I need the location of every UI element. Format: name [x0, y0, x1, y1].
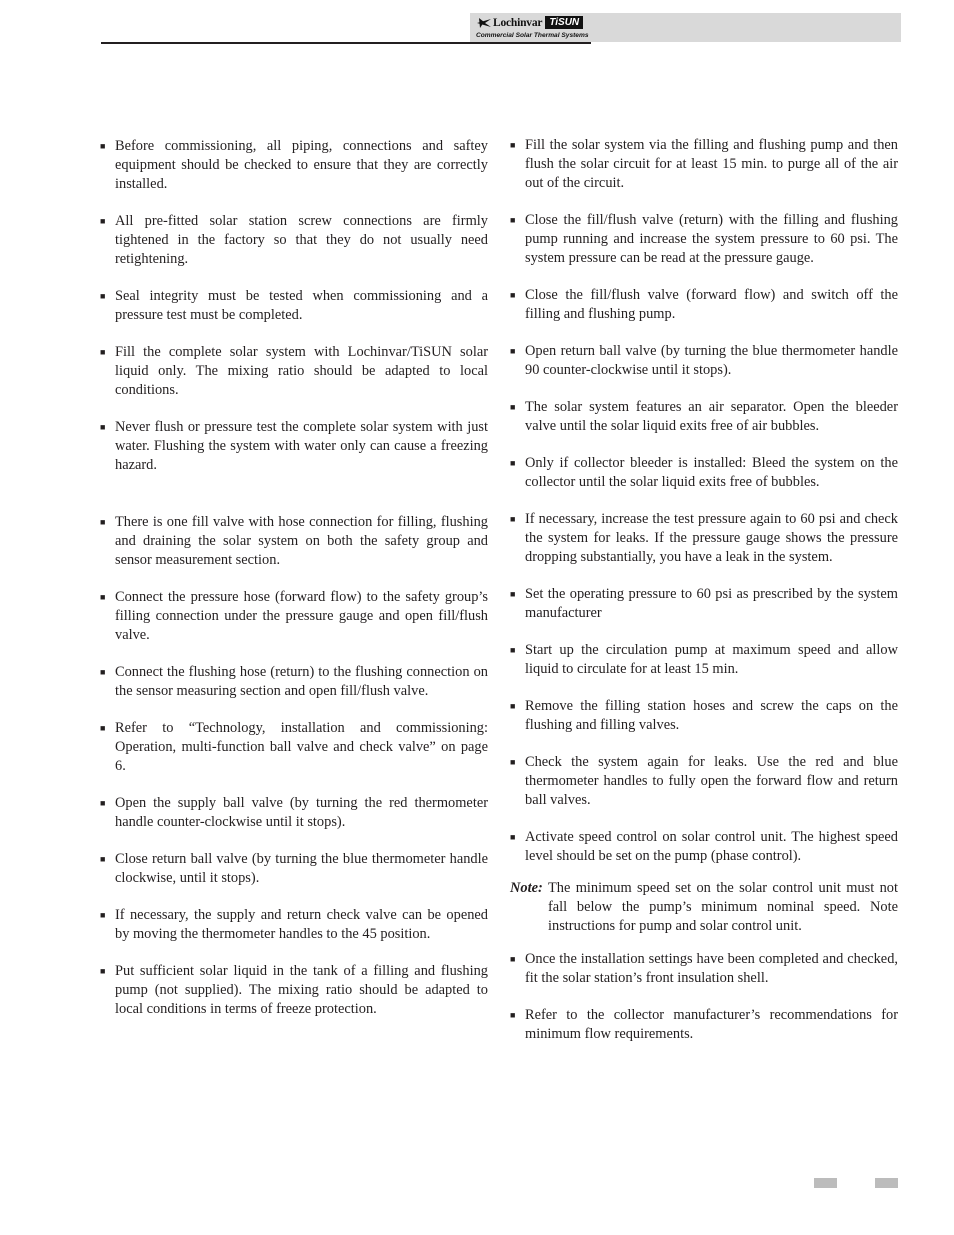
footer-tab-left: [814, 1178, 837, 1188]
bullet-square-icon: ■: [100, 291, 106, 301]
list-item: [510, 1006, 898, 1044]
list-item-text: Refer to “Technology, installation and commissioning: Operation, multi-function ball valve and check valve” on page 6.: [115, 720, 488, 774]
list-item-text: Close the fill/flush valve (return) with the filling and flushing pump running and increase the system pressure to 60 psi. The system pressure can be read at the pressure gauge.: [525, 212, 898, 266]
left-group-1: [100, 137, 488, 475]
list-item-text: Close return ball valve (by turning the blue thermometer handle clockwise, until it stops).: [115, 851, 488, 886]
bullet-square-icon: ■: [100, 854, 106, 864]
bullet-square-icon: ■: [510, 514, 516, 524]
bullet-square-icon: ■: [510, 589, 516, 599]
logo: [476, 15, 588, 42]
list-item-text: The solar system features an air separator. Open the bleeder valve until the solar liquid exits free of air bubbles.: [525, 399, 898, 434]
list-item: [100, 719, 488, 776]
bullet-square-icon: ■: [510, 140, 516, 150]
list-item-text: Fill the complete solar system with Lochinvar/TiSUN solar liquid only. The mixing ratio should be adapted to local conditions.: [115, 344, 488, 398]
bullet-square-icon: ■: [510, 701, 516, 711]
list-item-text: Set the operating pressure to 60 psi as prescribed by the system manufacturer: [525, 586, 898, 621]
left-column: [100, 137, 488, 1019]
list-item-text: Seal integrity must be tested when commissioning and a pressure test must be completed.: [115, 288, 488, 323]
bullet-square-icon: ■: [100, 422, 106, 432]
bullet-square-icon: ■: [510, 645, 516, 655]
bullet-square-icon: ■: [510, 954, 516, 964]
bullet-square-icon: ■: [510, 290, 516, 300]
list-item-text: Only if collector bleeder is installed: Bleed the system on the collector until the solar liquid exits free of bubbles.: [525, 455, 898, 490]
list-item: [100, 850, 488, 888]
star-logo-icon: [476, 16, 492, 30]
list-item-text: Connect the flushing hose (return) to the flushing connection on the sensor measuring section and open fill/flush valve.: [115, 664, 488, 699]
list-item-text: There is one fill valve with hose connection for filling, flushing and draining the solar system on both the safety group and sensor measurement section.: [115, 514, 488, 568]
list-item: [510, 950, 898, 988]
list-item: [100, 794, 488, 832]
list-item: [100, 513, 488, 570]
list-item-text: Fill the solar system via the filling and flushing pump and then flush the solar circuit for at least 15 min. to purge all of the air out of the circuit.: [525, 137, 898, 191]
list-item: [510, 398, 898, 436]
list-item-text: Start up the circulation pump at maximum speed and allow liquid to circulate for at least 15 min.: [525, 642, 898, 677]
bullet-square-icon: ■: [100, 723, 106, 733]
logo-tisun: TiSUN: [545, 16, 583, 29]
bullet-square-icon: ■: [510, 757, 516, 767]
list-item: [510, 585, 898, 623]
bullet-square-icon: ■: [100, 141, 106, 151]
note-text: The minimum speed set on the solar control unit must not fall below the pump’s minimum nominal speed. Note instructions for pump and solar control unit.: [548, 880, 898, 934]
logo-brand: Lochinvar: [493, 16, 543, 29]
bullet-square-icon: ■: [510, 1010, 516, 1020]
note: [510, 879, 898, 936]
note-label: Note:: [510, 880, 543, 896]
list-item: [510, 510, 898, 567]
list-item-text: Once the installation settings have been completed and checked, fit the solar station’s front insulation shell.: [525, 951, 898, 986]
bullet-square-icon: ■: [100, 347, 106, 357]
list-item-text: Before commissioning, all piping, connections and saftey equipment should be checked to ensure that they are correctly installed.: [115, 138, 488, 192]
list-item-text: All pre-fitted solar station screw connections are firmly tightened in the factory so that they do not usually need retightening.: [115, 213, 488, 267]
list-item-text: Remove the filling station hoses and screw the caps on the flushing and filling valves.: [525, 698, 898, 733]
right-items: [510, 136, 898, 866]
list-item-text: If necessary, the supply and return check valve can be opened by moving the thermometer handles to the 45 position.: [115, 907, 488, 942]
right-column: [510, 136, 898, 1044]
list-item-text: Check the system again for leaks. Use the red and blue thermometer handles to fully open the forward flow and return ball valves.: [525, 754, 898, 808]
list-item: [510, 342, 898, 380]
bullet-square-icon: ■: [100, 910, 106, 920]
bullet-square-icon: ■: [100, 592, 106, 602]
list-item: [100, 343, 488, 400]
list-item-text: Put sufficient solar liquid in the tank of a filling and flushing pump (not supplied). The mixing ratio should be adapted to local conditions in terms of freeze protection.: [115, 963, 488, 1017]
list-item: [100, 906, 488, 944]
header-rule: [101, 42, 591, 44]
left-group-2: [100, 513, 488, 1019]
list-item-text: Connect the pressure hose (forward flow) to the safety group’s filling connection under the pressure gauge and open fill/flush valve.: [115, 589, 488, 643]
list-item: [100, 418, 488, 475]
list-item: [100, 663, 488, 701]
list-item: [100, 287, 488, 325]
list-item-text: If necessary, increase the test pressure again to 60 psi and check the system for leaks. If the pressure gauge shows the pressure dropping substantially, you have a leak in the system.: [525, 511, 898, 565]
list-item: [510, 211, 898, 268]
bullet-square-icon: ■: [510, 402, 516, 412]
list-item: [510, 136, 898, 193]
right-items-after-note: [510, 950, 898, 1044]
list-item-text: Close the fill/flush valve (forward flow) and switch off the filling and flushing pump.: [525, 287, 898, 322]
bullet-square-icon: ■: [100, 216, 106, 226]
footer-tab-right: [875, 1178, 898, 1188]
list-item: [100, 212, 488, 269]
list-item: [510, 697, 898, 735]
bullet-square-icon: ■: [100, 667, 106, 677]
list-item-text: Activate speed control on solar control unit. The highest speed level should be set on the pump (phase control).: [525, 829, 898, 864]
bullet-square-icon: ■: [100, 517, 106, 527]
bullet-square-icon: ■: [510, 346, 516, 356]
list-item-text: Open the supply ball valve (by turning the red thermometer handle counter-clockwise until it stops).: [115, 795, 488, 830]
list-item-text: Never flush or pressure test the complete solar system with just water. Flushing the system with water only can cause a freezing hazard.: [115, 419, 488, 473]
list-item: [510, 286, 898, 324]
list-item-text: Open return ball valve (by turning the blue thermometer handle 90 counter-clockwise until it stops).: [525, 343, 898, 378]
list-item: [510, 828, 898, 866]
bullet-square-icon: ■: [510, 458, 516, 468]
list-item: [100, 588, 488, 645]
list-item-text: Refer to the collector manufacturer’s recommendations for minimum flow requirements.: [525, 1007, 898, 1042]
list-item: [510, 641, 898, 679]
list-item: [510, 753, 898, 810]
list-item: [510, 454, 898, 492]
logo-tagline: Commercial Solar Thermal Systems: [476, 32, 589, 39]
list-item: [100, 962, 488, 1019]
bullet-square-icon: ■: [100, 966, 106, 976]
list-item: [100, 137, 488, 194]
bullet-square-icon: ■: [100, 798, 106, 808]
bullet-square-icon: ■: [510, 215, 516, 225]
bullet-square-icon: ■: [510, 832, 516, 842]
